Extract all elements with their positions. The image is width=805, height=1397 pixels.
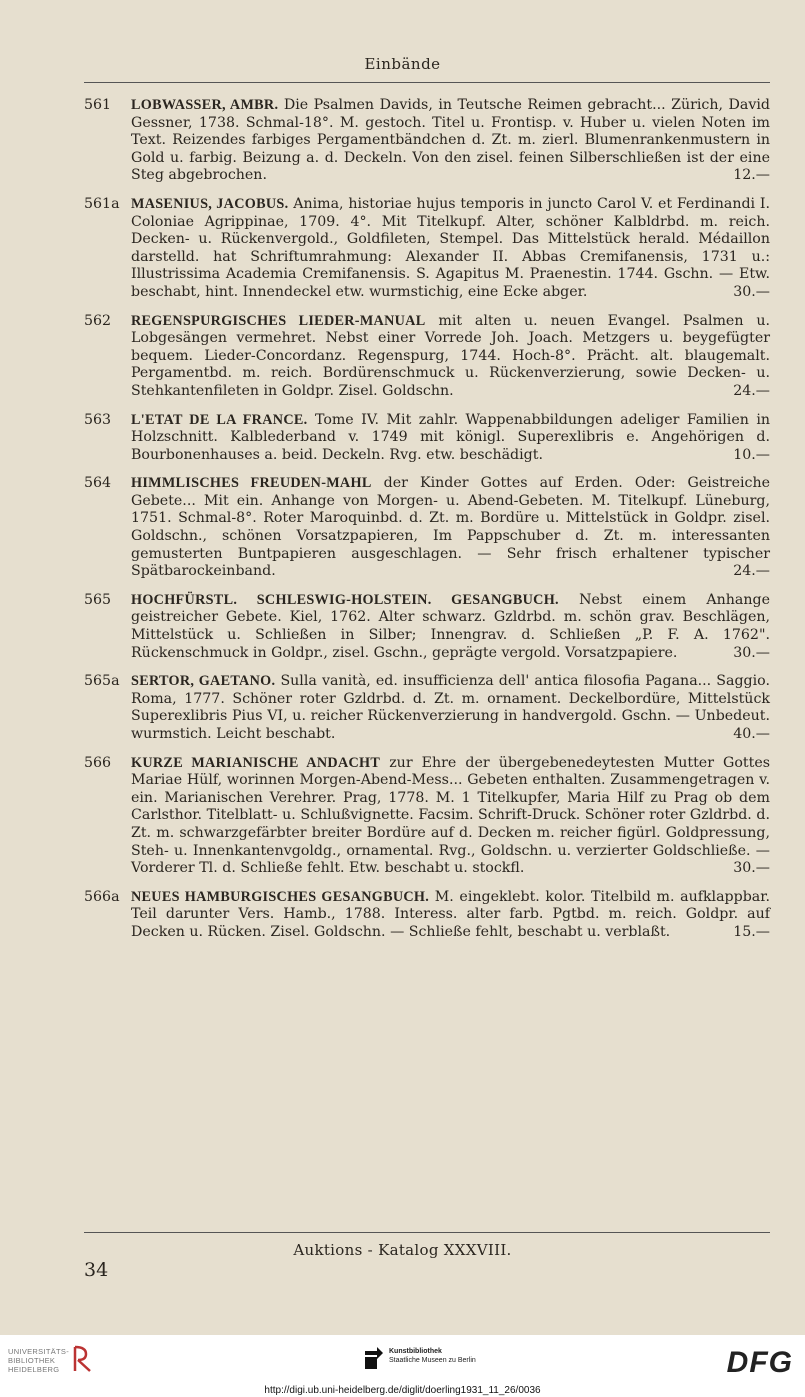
running-head: Einbände [364, 55, 441, 73]
entries-list [84, 97, 770, 953]
lot-number: 561 [84, 97, 112, 113]
entry-title: MASENIUS, JACOBUS. [131, 195, 289, 212]
lot-number: 561a [84, 195, 120, 212]
kunstbibliothek-icon [365, 1347, 383, 1369]
entry-title: SERTOR, GAETANO. [131, 673, 276, 690]
lot-number: 565 [84, 591, 112, 608]
entry-title: REGENSPURGISCHES LIEDER-MANUAL [131, 312, 426, 329]
entry-text: M. eingeklebt. kolor. Titelbild m. aufklappbar. Teil darunter Vers. Hamb., 1788. Interess. alter farb. Pgtbd. m. reich. Goldpr. auf Decken u. Rücken. Zisel. Goldschn. — Schließe fehlt, beschabt u. verblaßt. [131, 888, 770, 940]
entry-title: L'ETAT DE LA FRANCE. [131, 411, 308, 428]
entry-price: 30.— [733, 644, 770, 661]
kunstbibliothek-logo[interactable] [365, 1347, 476, 1369]
university-library-logo[interactable] [8, 1347, 69, 1374]
entry-price: 24.— [733, 563, 770, 580]
lot-number: 566 [84, 754, 112, 771]
university-line: HEIDELBERG [8, 1365, 60, 1374]
university-emblem-icon [72, 1345, 94, 1377]
catalog-entry [84, 97, 770, 185]
catalog-entry [84, 475, 770, 581]
digitization-footer [0, 1335, 805, 1397]
lot-number: 566a [84, 888, 120, 905]
entry-text: Tome IV. Mit zahlr. Wappenabbildungen adeliger Familien in Holzschnitt. Kalblederband v. 1749 mit königl. Superexlibris e. Angehörigen d. Bourbonenhauses a. beid. Deckeln. Rvg. etw. beschädigt. [131, 411, 770, 463]
entry-text: Sulla vanità, ed. insufficienza dell' antica filosofia Pagana... Saggio. Roma, 1777. Schöner roter Gzldrbd. d. Zt. m. ornament. Deckelbordüre, Mittelstück Superexlibris Pius VI, u. reicher Rückenverzierung in handvergold. Gschn. — Unbedeut. wurmstich. Leicht beschabt. [131, 673, 770, 742]
lot-number: 563 [84, 411, 112, 428]
catalog-footer: Auktions - Katalog XXXVIII. [293, 1241, 512, 1259]
catalog-entry [84, 313, 770, 401]
entry-text: zur Ehre der übergebenedeytesten Mutter Gottes Mariae Hülf, worinnen Morgen-Abend-Mess... Gebeten enthalten. Zusammengetragen v. ein. Marianischen Verehrer. Prag, 1778. M. 1 Titelkupfer, Maria Hilf zu Prag ob dem Carlsthor. Titelblatt- u. Schlußvignette. Facsim. Schrift-Druck. Schöner roter Gzldrbd. d. Zt. m. schwarzgefärbter breiter Bordüre auf d. Decken m. reicher figürl. Goldpressung, Steh- u. Innenkantenvgoldg., ornamental. Rvg., Goldschn. u. verzierter Goldschließe. — Vorderer Tl. d. Schließe fehlt. Etw. beschabt u. stockfl. [131, 754, 770, 877]
catalog-entry [84, 889, 770, 942]
entry-title: HOCHFÜRSTL. SCHLESWIG-HOLSTEIN. GESANGBUCH. [131, 591, 559, 608]
entry-title: HIMMLISCHES FREUDEN-MAHL [131, 475, 372, 492]
entry-title: LOBWASSER, AMBR. [131, 97, 279, 113]
lot-number: 562 [84, 312, 112, 329]
lot-number: 564 [84, 475, 112, 492]
catalog-entry [84, 755, 770, 878]
dfg-logo[interactable]: DFG [726, 1346, 793, 1379]
entry-price: 24.— [733, 382, 770, 399]
university-line: BIBLIOTHEK [8, 1356, 56, 1365]
entry-price: 10.— [733, 446, 770, 463]
entry-text: Nebst einem Anhange geistreicher Gebete. Kiel, 1762. Alter schwarz. Gzldrbd. m. schön grav. Beschlägen, Mittelstück u. Schließen in Silber; Innengrav. d. Schließen „P. F. A. 1762". Rückenschmuck in Goldpr., zisel. Gschn., geprägte vergold. Vorsatzpapiere. [131, 591, 770, 661]
page-number: 34 [84, 1259, 109, 1281]
entry-price: 15.— [733, 923, 770, 940]
catalog-entry [84, 592, 770, 662]
entry-price: 40.— [733, 726, 770, 742]
catalog-entry [84, 196, 770, 302]
entry-price: 30.— [733, 860, 770, 877]
header-rule [84, 82, 770, 83]
entry-text: mit alten u. neuen Evangel. Psalmen u. Lobgesängen vermehret. Nebst einer Vorrede Joh. Joach. Metzgers u. beygefügter bequem. Lieder-Concordanz. Regenspurg, 1744. Hoch-8°. Prächt. alt. blaugemalt. Pergamentbd. m. reich. Bordürenschmuck u. Rückenverzierung, sowie Decken- u. Stehkantenfileten in Goldpr. Zisel. Goldschn. [131, 312, 770, 399]
entry-title: NEUES HAMBURGISCHES GESANGBUCH. [131, 888, 430, 905]
catalog-entry [84, 412, 770, 465]
kb-name: Kunstbibliothek [389, 1348, 442, 1355]
entry-text: Die Psalmen Davids, in Teutsche Reimen gebracht... Zürich, David Gessner, 1738. Schmal-18°. M. gestoch. Titel u. Frontisp. v. Huber u. vielen Noten im Text. Reizendes farbiges Pergamentbändchen d. Zt. m. zierl. Blumenrankenmustern in Gold u. farbig. Beizung a. d. Deckeln. Von den zisel. feinen Silberschließen ist der eine Steg abgebrochen. [131, 97, 770, 184]
entry-text: der Kinder Gottes auf Erden. Oder: Geistreiche Gebete... Mit ein. Anhange von Morgen- u. Abend-Gebeten. M. Titelkupf. Lüneburg, 1751. Schmal-8°. Roter Maroquinbd. d. Zt. m. Bordüre u. Mittelstück in Goldpr. zisel. Goldschn., schönen Vorsatzpapieren, Im Pappschuber d. Zt. m. interessanten gemusterten Buntpapieren ausgeschlagen. — Sehr frisch erhaltener typischer Spätbarockeinband. [131, 475, 770, 580]
entry-text: Anima, historiae hujus temporis in juncto Carol V. et Ferdinandi I. Coloniae Agrippinae, 1709. 4°. Mit Titelkupf. Alter, schöner Kalbldrbd. m. reich. Decken- u. Rückenvergold., Goldfileten, Stempel. Das Mittelstück herald. Médaillon darstelld. hat Schriftumrahmung: Alexander II. Abbas Cremifanensis, 1731 u.: Illustrissima Academia Cremifanensis. S. Agapitus M. Praenestin. 1744. Gschn. — Etw. beschabt, hint. Innendeckel etw. wurmstichig, eine Ecke abger. [131, 195, 770, 300]
entry-title: KURZE MARIANISCHE ANDACHT [131, 754, 381, 771]
entry-price: 30.— [733, 283, 770, 300]
entry-price: 12.— [733, 167, 770, 184]
catalog-entry [84, 673, 770, 743]
source-url-link[interactable]: http://digi.ub.uni-heidelberg.de/diglit/doerling1931_11_26/0036 [264, 1385, 541, 1396]
lot-number: 565a [84, 673, 120, 690]
footer-rule [84, 1232, 770, 1233]
kb-subtitle: Staatliche Museen zu Berlin [389, 1357, 476, 1364]
university-line: UNIVERSITÄTS- [8, 1347, 69, 1356]
